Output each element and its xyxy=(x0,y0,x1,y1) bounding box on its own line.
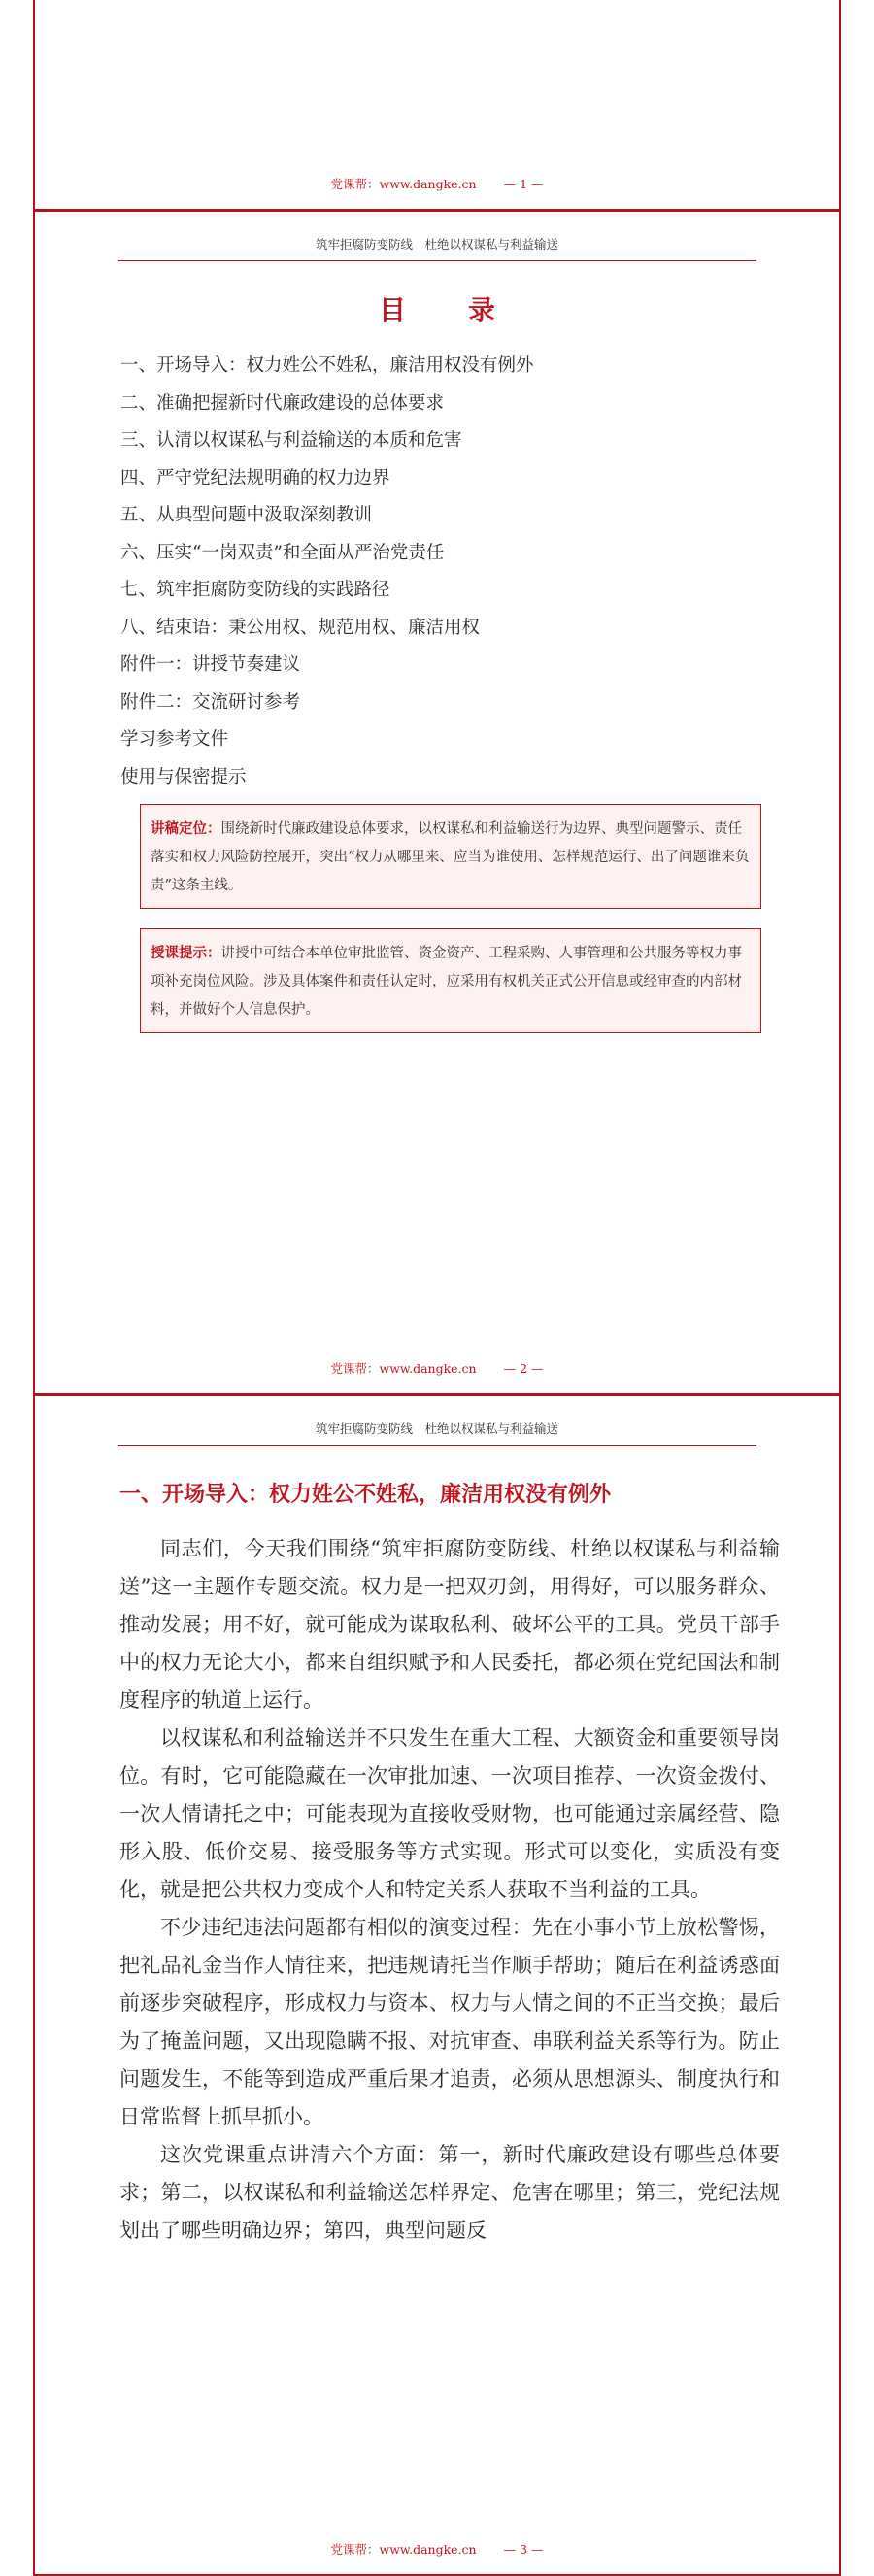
toc-item[interactable]: 三、认清以权谋私与利益输送的本质和危害 xyxy=(120,430,462,451)
section-title: 一、开场导入：权力姓公不姓私，廉洁用权没有例外 xyxy=(119,1482,612,1507)
note-text: 讲授中可结合本单位审批监管、资金资产、工程采购、人事管理和公共服务等权力事项补充岗位风险。涉及具体案件和责任认定时，应采用有权机关正式公开信息或经审查的内部材料，并做好个人信息保护。 xyxy=(151,946,742,1018)
toc-item[interactable]: 七、筑牢拒腐防变防线的实践路径 xyxy=(120,580,390,600)
toc-item[interactable]: 附件二：交流研讨参考 xyxy=(120,691,301,713)
page-3 xyxy=(33,1396,841,2576)
note-label: 讲稿定位： xyxy=(151,820,221,837)
note-text: 围绕新时代廉政建设总体要求，以权谋私和利益输送行为边界、典型问题警示、责任落实和权力风险防控展开，突出“权力从哪里来、应当为谁使用、怎样规范运行、出了问题谁来负责”这条主线。 xyxy=(151,821,750,893)
paragraph: 不少违纪违法问题都有相似的演变过程：先在小事小节上放松警惕，把礼品礼金当作人情往来，把违规请托当作顺手帮助；随后在利益诱惑面前逐步突破程序，形成权力与资本、权力与人情之间的不正当交换；最后为了掩盖问题，又出现隐瞒不报、对抗审查、串联利益关系等行为。防止问题发生，不能等到造成严重后果才追责，必须从思想源头、制度执行和日常监督上抓早抓小。 xyxy=(119,1916,780,2128)
section-body xyxy=(119,1530,780,2250)
header-rule xyxy=(118,260,756,261)
page-footer xyxy=(35,1359,839,1377)
toc-item[interactable]: 附件一：讲授节奏建议 xyxy=(120,654,301,675)
page-footer xyxy=(35,2540,839,2558)
page-2 xyxy=(33,212,841,1396)
page-footer xyxy=(35,175,839,192)
positioning-note xyxy=(140,804,761,909)
toc-item[interactable]: 使用与保密提示 xyxy=(120,766,247,787)
toc-title: 目 录 xyxy=(378,294,513,326)
running-header: 筑牢拒腐防变防线 杜绝以权谋私与利益输送 xyxy=(315,237,558,251)
toc-item[interactable]: 八、结束语：秉公用权、规范用权、廉洁用权 xyxy=(120,617,481,638)
paragraph: 同志们，今天我们围绕“筑牢拒腐防变防线、杜绝以权谋私与利益输送”这一主题作专题交流。权力是一把双刃剑，用得好，可以服务群众、推动发展；用不好，就可能成为谋取私利、破坏公平的工具。党员干部手中的权力无论大小，都来自组织赋予和人民委托，都必须在党纪国法和制度程序的轨道上运行。 xyxy=(119,1537,780,1712)
teaching-tip-note xyxy=(140,928,761,1033)
page-1 xyxy=(33,0,841,212)
page-number: — 2 — xyxy=(503,1361,544,1376)
toc-list xyxy=(120,348,534,796)
page-number: — 1 — xyxy=(503,177,544,191)
page-number: — 3 — xyxy=(503,2542,544,2557)
toc-item[interactable]: 六、压实“一岗双责”和全面从严治党责任 xyxy=(120,542,445,563)
header-rule xyxy=(118,1445,756,1446)
toc-item[interactable]: 五、从典型问题中汲取深刻教训 xyxy=(120,505,373,525)
paragraph: 以权谋私和利益输送并不只发生在重大工程、大额资金和重要领导岗位。有时，它可能隐藏在一次审批加速、一次项目推荐、一次资金拨付、一次人情请托之中；可能表现为直接收受财物，也可能通过亲属经营、隐形入股、低价交易、接受服务等方式实现。形式可以变化，实质没有变化，就是把公共权力变成个人和特定关系人获取不当利益的工具。 xyxy=(119,1726,780,1901)
toc-item[interactable]: 四、严守党纪法规明确的权力边界 xyxy=(120,467,390,488)
running-header: 筑牢拒腐防变防线 杜绝以权谋私与利益输送 xyxy=(315,1422,558,1436)
footer-site: 党课帮：www.dangke.cn xyxy=(330,2542,477,2557)
note-label: 授课提示： xyxy=(151,945,221,961)
paragraph: 这次党课重点讲清六个方面：第一，新时代廉政建设有哪些总体要求；第二，以权谋私和利益输送怎样界定、危害在哪里；第三，党纪法规划出了哪些明确边界；第四，典型问题反 xyxy=(119,2143,780,2242)
footer-site: 党课帮：www.dangke.cn xyxy=(330,177,477,191)
footer-site: 党课帮：www.dangke.cn xyxy=(330,1361,477,1376)
toc-item[interactable]: 一、开场导入：权力姓公不姓私，廉洁用权没有例外 xyxy=(120,355,534,376)
toc-item[interactable]: 二、准确把握新时代廉政建设的总体要求 xyxy=(120,392,445,414)
toc-item[interactable]: 学习参考文件 xyxy=(120,729,229,750)
